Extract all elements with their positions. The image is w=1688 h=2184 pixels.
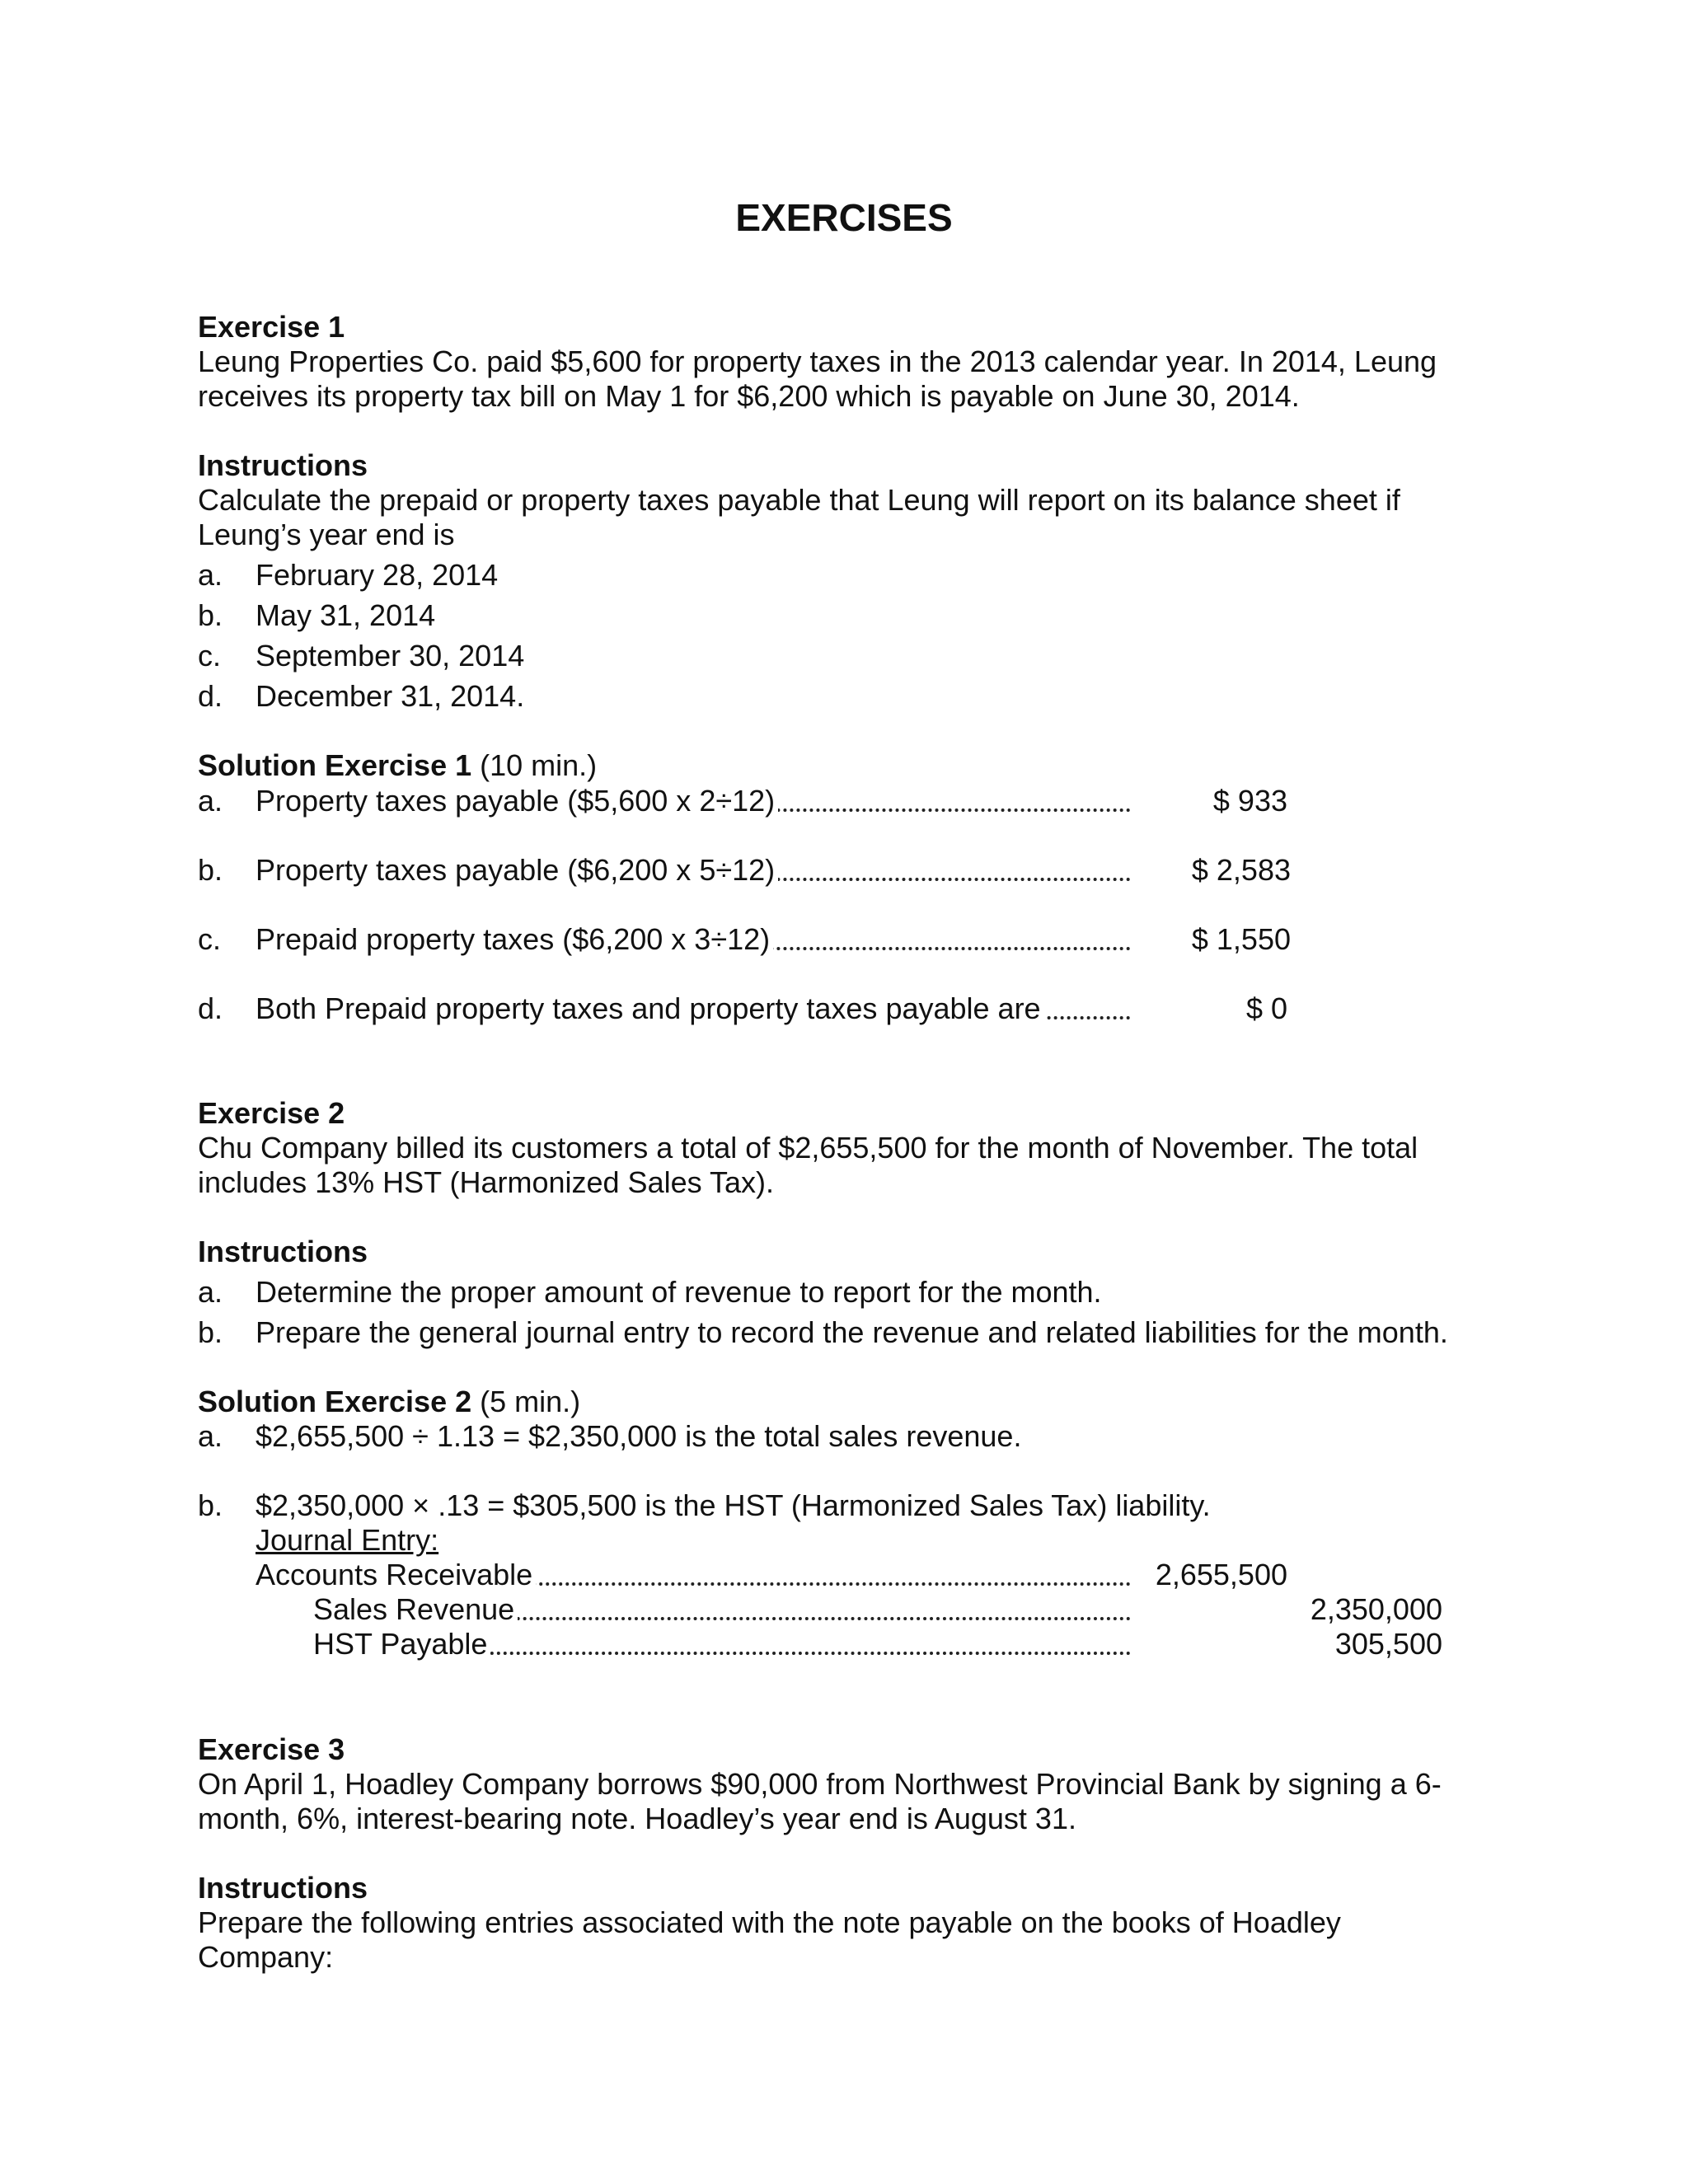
solution-1-title: Solution Exercise 1 bbox=[198, 748, 472, 782]
exercise-1-body-line-1: Leung Properties Co. paid $5,600 for property taxes in the 2013 calendar year. In 2014, Leung bbox=[198, 344, 1437, 378]
solution-1-row-label bbox=[256, 853, 1131, 888]
item-letter: b. bbox=[198, 598, 223, 632]
exercise-3-instructions-line-1: Prepare the following entries associated with the note payable on the books of Hoadley bbox=[198, 1905, 1341, 1939]
journal-row-account bbox=[256, 1558, 1131, 1592]
item-text: Prepare the general journal entry to record the revenue and related liabilities for the month. bbox=[256, 1315, 1448, 1349]
item-letter: b. bbox=[198, 1488, 223, 1522]
exercise-3-body-line-1: On April 1, Hoadley Company borrows $90,000 from Northwest Provincial Bank by signing a 6- bbox=[198, 1767, 1442, 1801]
solution-2-title: Solution Exercise 2 bbox=[198, 1385, 472, 1418]
journal-row-account bbox=[313, 1627, 1131, 1661]
exercise-1-instruction-item bbox=[198, 598, 435, 633]
item-letter: c. bbox=[198, 639, 222, 673]
item-text: February 28, 2014 bbox=[256, 558, 499, 592]
exercise-3-instructions-heading: Instructions bbox=[198, 1871, 368, 1905]
exercise-3-heading: Exercise 3 bbox=[198, 1732, 345, 1766]
item-text: May 31, 2014 bbox=[256, 598, 436, 632]
exercise-2-heading: Exercise 2 bbox=[198, 1096, 345, 1130]
solution-2-time: (5 min.) bbox=[471, 1385, 581, 1418]
journal-credit: 305,500 bbox=[1334, 1627, 1442, 1661]
solution-1-row-label bbox=[256, 922, 1131, 957]
exercise-1-instructions-line-1: Calculate the prepaid or property taxes payable that Leung will report on its balance sheet if bbox=[198, 483, 1400, 517]
item-text: $2,655,500 ÷ 1.13 = $2,350,000 is the total sales revenue. bbox=[256, 1419, 1022, 1453]
row-text: Property taxes payable ($6,200 x 5÷12) bbox=[256, 853, 778, 887]
item-letter: d. bbox=[198, 679, 223, 713]
row-letter: b. bbox=[198, 853, 223, 887]
journal-debit: 2,655,500 bbox=[1155, 1558, 1287, 1591]
journal-entry-label: Journal Entry: bbox=[256, 1523, 439, 1557]
solution-1-row bbox=[198, 784, 256, 818]
exercise-2-body-line-1: Chu Company billed its customers a total of $2,655,500 for the month of November. The total bbox=[198, 1131, 1418, 1165]
item-text: $2,350,000 × .13 = $305,500 is the HST (Harmonized Sales Tax) liability. bbox=[256, 1488, 1211, 1522]
exercise-3-body-line-2: month, 6%, interest-bearing note. Hoadley’s year end is August 31. bbox=[198, 1802, 1076, 1835]
exercise-2-instruction-item bbox=[198, 1315, 1448, 1350]
row-text: Property taxes payable ($5,600 x 2÷12) bbox=[256, 784, 778, 818]
solution-1-row-label bbox=[256, 784, 1131, 818]
exercise-1-body-line-2: receives its property tax bill on May 1 for $6,200 which is payable on June 30, 2014. bbox=[198, 379, 1300, 413]
item-text: December 31, 2014. bbox=[256, 679, 525, 713]
row-text: Prepaid property taxes ($6,200 x 3÷12) bbox=[256, 922, 773, 956]
solution-1-row-amount: $ 0 bbox=[1245, 991, 1287, 1025]
account-name: Accounts Receivable bbox=[256, 1558, 536, 1591]
exercise-1-instructions-line-2: Leung’s year end is bbox=[198, 518, 455, 551]
item-letter: a. bbox=[198, 1275, 223, 1309]
account-name: HST Payable bbox=[313, 1627, 490, 1661]
journal-credit: 2,350,000 bbox=[1310, 1592, 1442, 1626]
solution-2-heading bbox=[198, 1385, 1484, 1419]
exercise-1-heading: Exercise 1 bbox=[198, 310, 345, 344]
exercise-3-instructions-line-2: Company: bbox=[198, 1940, 334, 1974]
exercise-1-instruction-item bbox=[198, 558, 498, 593]
item-text: Determine the proper amount of revenue to report for the month. bbox=[256, 1275, 1102, 1309]
exercise-1-instructions-heading: Instructions bbox=[198, 448, 368, 482]
page-title: EXERCISES bbox=[735, 196, 953, 239]
item-letter: a. bbox=[198, 1419, 223, 1453]
row-letter: c. bbox=[198, 922, 222, 956]
solution-2-part-a bbox=[198, 1419, 1021, 1454]
solution-2-part-b bbox=[198, 1488, 1211, 1523]
exercise-2-instruction-item bbox=[198, 1275, 1102, 1310]
solution-1-row-amount: $ 933 bbox=[1212, 784, 1287, 818]
solution-1-time: (10 min.) bbox=[471, 748, 598, 782]
item-letter: a. bbox=[198, 558, 223, 592]
journal-row-account bbox=[313, 1592, 1131, 1627]
row-letter: a. bbox=[198, 784, 223, 818]
exercise-1-instruction-item bbox=[198, 679, 524, 714]
item-text: September 30, 2014 bbox=[256, 639, 525, 673]
solution-1-row-label bbox=[256, 991, 1131, 1026]
solution-1-row bbox=[198, 853, 256, 888]
row-letter: d. bbox=[198, 991, 223, 1025]
solution-1-heading bbox=[198, 748, 1484, 783]
solution-1-row-amount: $ 2,583 bbox=[1191, 853, 1291, 887]
row-text: Both Prepaid property taxes and property taxes payable are bbox=[256, 991, 1044, 1025]
solution-1-row bbox=[198, 922, 256, 957]
solution-1-row-amount: $ 1,550 bbox=[1191, 922, 1291, 956]
solution-1-row bbox=[198, 991, 256, 1026]
item-letter: b. bbox=[198, 1315, 223, 1349]
exercise-2-instructions-heading: Instructions bbox=[198, 1235, 368, 1268]
exercise-2-body-line-2: includes 13% HST (Harmonized Sales Tax). bbox=[198, 1165, 774, 1199]
account-name: Sales Revenue bbox=[313, 1592, 518, 1626]
exercise-1-instruction-item bbox=[198, 639, 524, 673]
